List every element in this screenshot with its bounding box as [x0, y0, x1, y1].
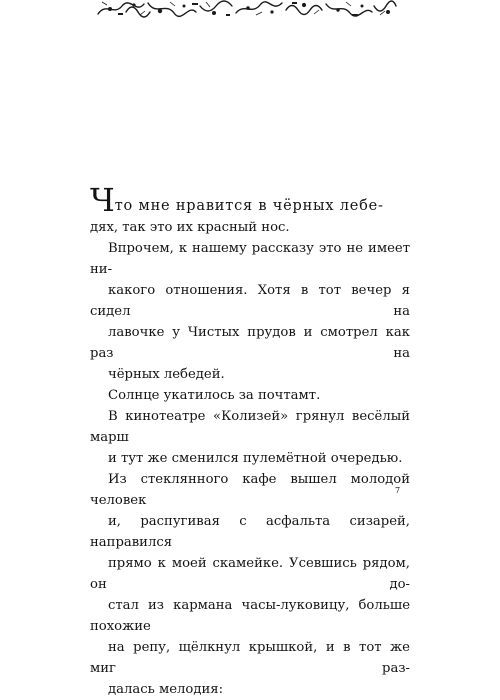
- paragraph-1: [90, 238, 410, 385]
- opening-paragraph: [90, 181, 410, 238]
- paragraph-line: какого отношения. Хотя в тот вечер я сидел на: [90, 283, 410, 319]
- paragraph-line: стал из кармана часы-луковицу, больше похожие: [90, 598, 410, 634]
- opening-continuation: дях, так это их красный нос.: [90, 220, 290, 235]
- paragraph-line: лавочке у Чистых прудов и смотрел как раз на: [90, 325, 410, 361]
- paragraph-line: прямо к моей скамейке. Усевшись рядом, он до-: [90, 556, 410, 592]
- paragraph-line: далась мелодия:: [108, 682, 224, 697]
- page-number: 7: [395, 486, 401, 495]
- paragraph-line: и тут же сменился пулемётной очередью.: [108, 451, 403, 466]
- decorative-border-icon: [96, 0, 398, 18]
- opening-smallcaps: то мне нравится в чёрных лебе-: [114, 198, 384, 214]
- paragraph-line: В кинотеатре «Колизей» грянул весёлый марш: [90, 409, 410, 445]
- paragraph-line: чёрных лебедей.: [108, 367, 225, 382]
- paragraph-line: Из стеклянного кафе вышел молодой человек: [90, 472, 410, 508]
- paragraph-2: [90, 385, 410, 406]
- chapter-body: [90, 181, 410, 700]
- paragraph-4: [90, 469, 410, 700]
- drop-cap: Ч: [90, 181, 115, 219]
- paragraph-line: Солнце укатилось за почтамт.: [108, 388, 321, 403]
- paragraph-3: [90, 406, 410, 469]
- paragraph-line: Впрочем, к нашему рассказу это не имеет ни-: [90, 241, 410, 277]
- paragraph-line: и, распугивая с асфальта сизарей, направился: [90, 514, 410, 550]
- paragraph-line: на репу, щёлкнул крышкой, и в тот же миг раз-: [90, 640, 410, 676]
- opening-line: [90, 181, 410, 219]
